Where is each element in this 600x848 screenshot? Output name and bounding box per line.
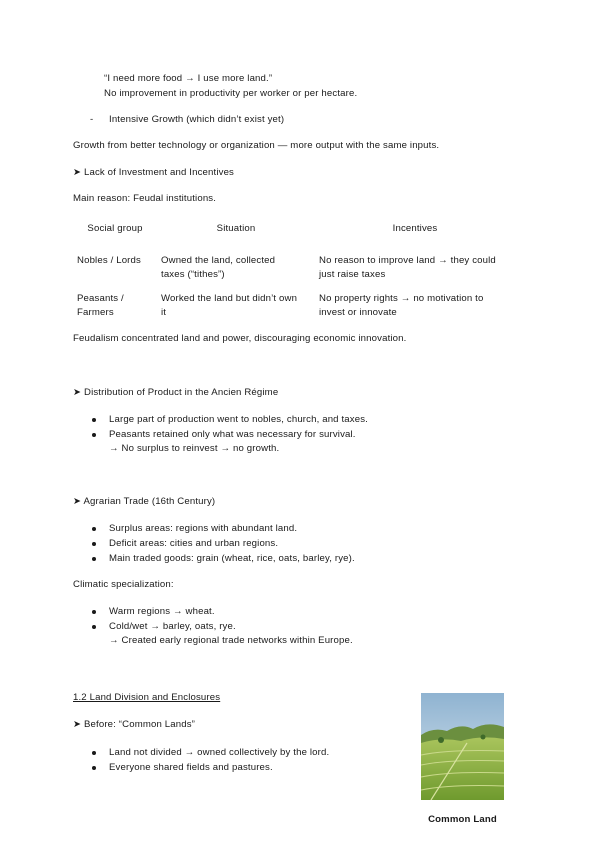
bullet-icon	[92, 557, 96, 561]
table-cell-group	[73, 292, 157, 324]
table-row	[73, 254, 515, 292]
list-item: Cold/wet → barley, oats, rye.	[109, 621, 236, 632]
bullet-icon	[92, 766, 96, 770]
list-item: Everyone shared fields and pastures.	[109, 762, 273, 773]
section-heading-distribution: ➤ Distribution of Product in the Ancien Régime	[73, 387, 279, 398]
bullet-icon	[92, 418, 96, 422]
main-reason-text: Main reason: Feudal institutions.	[73, 193, 217, 204]
table-header-cell: Social group	[87, 223, 143, 234]
growth-definition: Growth from better technology or organization — more output with the same inputs.	[73, 140, 440, 151]
bullet-icon	[92, 527, 96, 531]
bullet-icon	[92, 433, 96, 437]
bullet-icon	[92, 751, 96, 755]
list-item: Large part of production went to nobles, church, and taxes.	[109, 414, 368, 425]
quote-text: “I need more food → I use more land.”	[104, 73, 273, 84]
cell-line: Owned the land, collected	[161, 255, 276, 266]
landscape-illustration	[421, 693, 504, 800]
table-header-row	[73, 222, 515, 254]
subsection-title: 1.2 Land Division and Enclosures	[73, 692, 221, 703]
bullet-icon	[92, 542, 96, 546]
note-text: No improvement in productivity per worker or per hectare.	[104, 88, 358, 99]
common-land-photo	[421, 693, 504, 800]
cell-line: Farmers	[77, 307, 114, 318]
list-item-continuation: → No surplus to reinvest → no growth.	[109, 443, 280, 454]
feudalism-conclusion: Feudalism concentrated land and power, discouraging economic innovation.	[73, 333, 407, 344]
bullet-icon	[92, 610, 96, 614]
cell-line: taxes (“tithes”)	[161, 269, 225, 280]
table-header-cell: Incentives	[392, 223, 438, 234]
cell-line: invest or innovate	[319, 307, 397, 318]
cell-line: just raise taxes	[319, 269, 386, 280]
social-groups-table	[73, 222, 515, 324]
list-item-continuation: → Created early regional trade networks within Europe.	[109, 635, 353, 646]
table-row	[73, 292, 515, 324]
table-cell-situation	[157, 292, 315, 324]
photo-caption: Common Land	[428, 814, 497, 825]
table-cell-group: Nobles / Lords	[77, 255, 141, 266]
table-cell-situation	[157, 254, 315, 292]
dash-marker: -	[90, 114, 94, 125]
table-header-cell: Situation	[216, 223, 256, 234]
cell-line: No reason to improve land → they could	[319, 255, 496, 266]
table-cell-incentives	[315, 254, 515, 292]
section-heading-investment: ➤ Lack of Investment and Incentives	[73, 167, 235, 178]
list-item: Deficit areas: cities and urban regions.	[109, 538, 279, 549]
list-item: Land not divided → owned collectively by the lord.	[109, 747, 330, 758]
section-heading-trade: ➤ Agrarian Trade (16th Century)	[73, 496, 216, 507]
bullet-icon	[92, 625, 96, 629]
list-item: Main traded goods: grain (wheat, rice, oats, barley, rye).	[109, 553, 355, 564]
table-cell-incentives	[315, 292, 515, 324]
list-item: Warm regions → wheat.	[109, 606, 215, 617]
list-item: Peasants retained only what was necessary for survival.	[109, 429, 356, 440]
intensive-growth-item: Intensive Growth (which didn’t exist yet)	[109, 114, 285, 125]
climatic-label: Climatic specialization:	[73, 579, 174, 590]
cell-line: Worked the land but didn’t own	[161, 293, 298, 304]
cell-line: it	[161, 307, 167, 318]
cell-line: No property rights → no motivation to	[319, 293, 484, 304]
cell-line: Peasants /	[77, 293, 124, 304]
list-item: Surplus areas: regions with abundant land.	[109, 523, 298, 534]
section-heading-before: ➤ Before: “Common Lands”	[73, 719, 196, 730]
